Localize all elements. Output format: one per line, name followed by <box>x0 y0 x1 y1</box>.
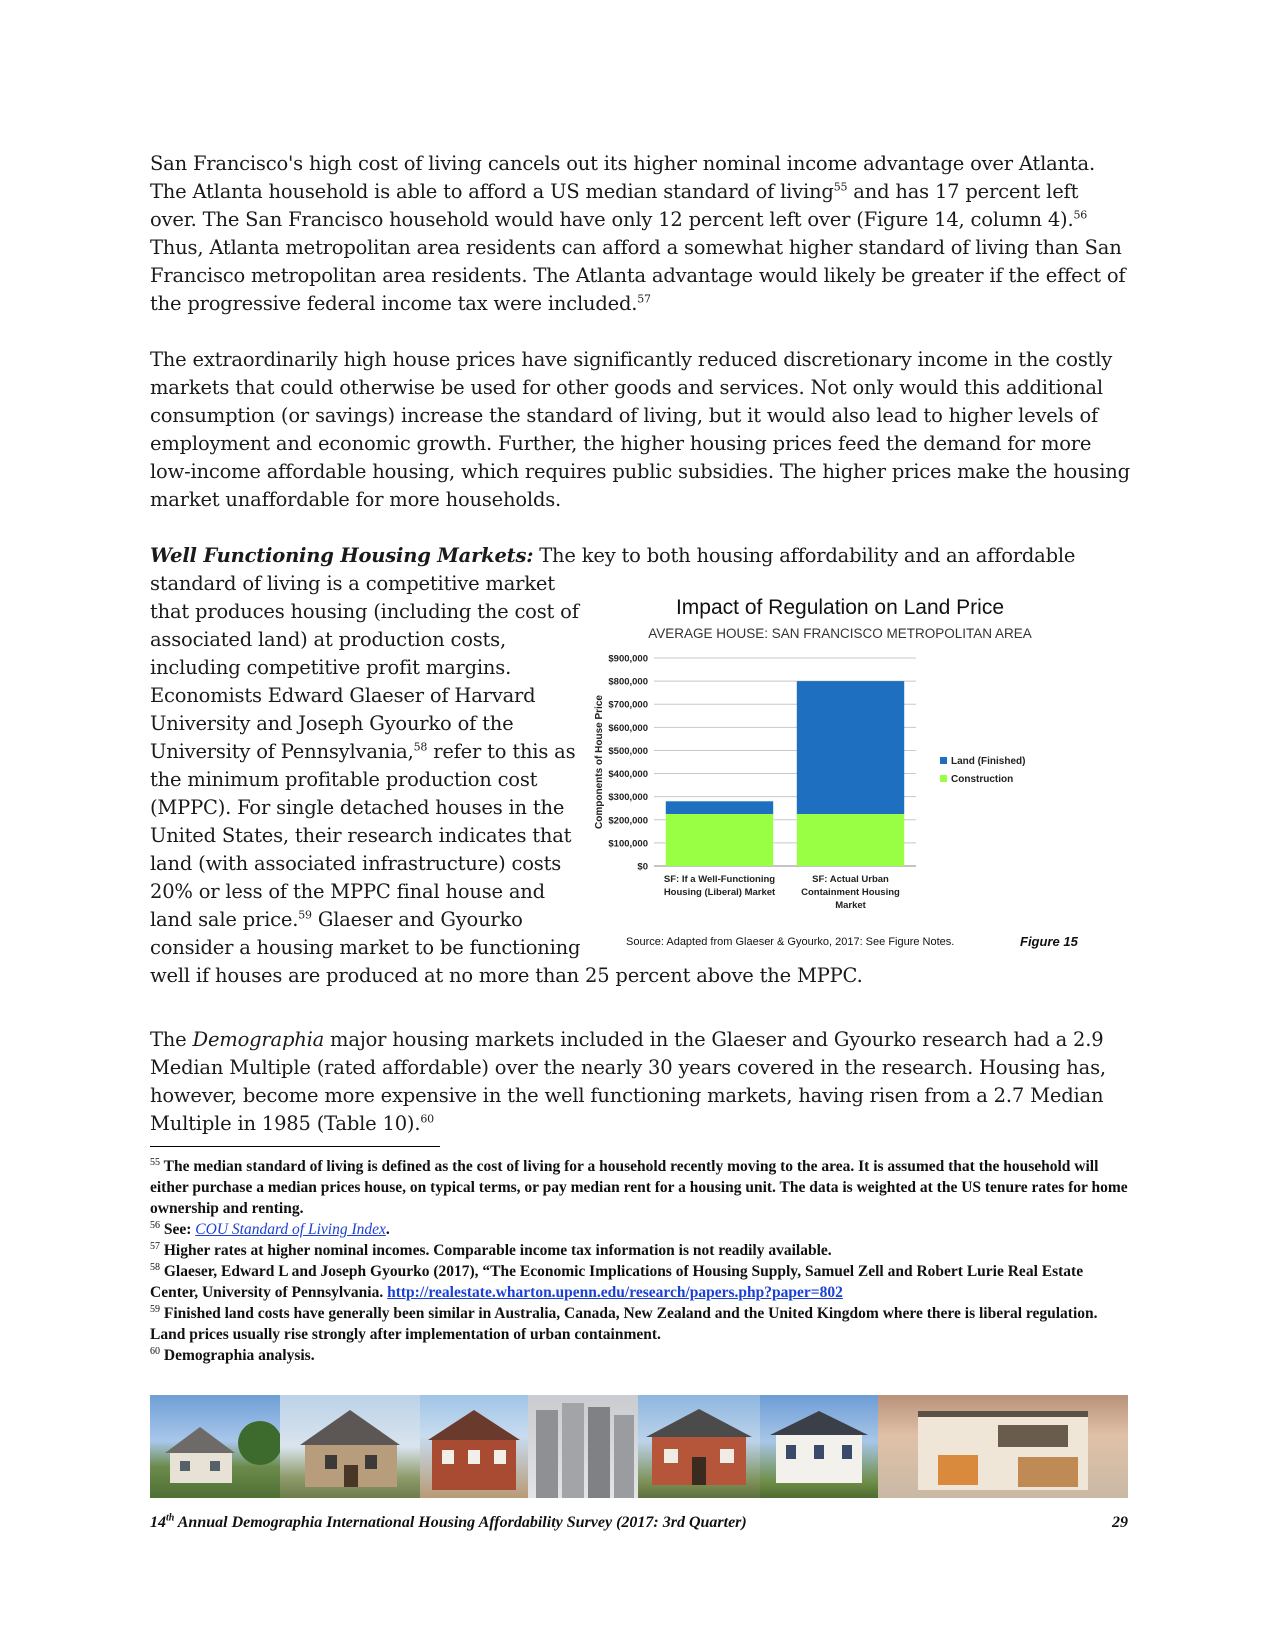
footnote-text: Glaeser, Edward L and Joseph Gyourko (2017), “The Economic Implications of Housing Supply, Samuel Zell and Robert Lurie Real Estate Center, University of Pennsylvania. <box>150 1263 1084 1301</box>
y-axis-label: Components of House Price <box>594 695 605 829</box>
y-tick-label: $200,000 <box>608 815 648 827</box>
footnote-text: Finished land costs have generally been similar in Australia, Canada, New Zealand and the United Kingdom where there is liberal regulation. Land prices usually rise strongly after implementation of urban containment. <box>150 1305 1098 1343</box>
y-tick-label: $700,000 <box>608 699 648 711</box>
footnote-58 <box>150 1261 1130 1303</box>
p3-text: refer to this as the minimum profitable production cost (MPPC). For single detached houses in the United States, their research indicates that land (with associated infrastructure) costs 20% or less of the MPPC final house and land sale price. <box>150 740 576 931</box>
footnotes <box>150 1156 1130 1366</box>
footnote-ref-58[interactable]: 58 <box>413 740 428 754</box>
page-footer <box>150 1514 1128 1532</box>
paragraph-2 <box>150 346 1130 514</box>
house-illustration <box>150 1395 280 1498</box>
p4-text: The <box>150 1028 193 1051</box>
footnote-ref-60[interactable]: 60 <box>420 1112 434 1126</box>
bar-land-finished- <box>797 681 904 814</box>
x-tick-label: SF: If a Well-Functioning <box>663 874 776 885</box>
chart-title: Impact of Regulation on Land Price <box>675 596 1005 619</box>
bar-construction <box>666 814 773 866</box>
paragraph-1 <box>150 150 1130 318</box>
legend-swatch <box>940 775 947 782</box>
y-tick-label: $600,000 <box>608 722 648 734</box>
x-tick-label: Containment Housing <box>801 887 900 898</box>
footnote-59 <box>150 1303 1130 1345</box>
house-illustration <box>638 1395 760 1498</box>
footer-title: Annual Demographia International Housing Affordability Survey (2017: 3rd Quarter) <box>174 1514 747 1531</box>
house-illustration <box>878 1395 1128 1498</box>
footnote-text: . <box>385 1221 390 1238</box>
footnote-57 <box>150 1240 1130 1261</box>
cou-index-link[interactable]: COU Standard of Living Index <box>195 1221 386 1238</box>
house-photo-7 <box>878 1395 1128 1498</box>
y-tick-label: $100,000 <box>608 838 648 850</box>
legend-swatch <box>940 757 947 764</box>
p3-tail: well if houses are produced at no more than 25 percent above the MPPC. <box>150 964 863 987</box>
house-photo-5 <box>638 1395 760 1498</box>
x-tick-label: SF: Actual Urban <box>812 874 889 885</box>
section-heading: Well Functioning Housing Markets: <box>150 544 534 567</box>
footnote-number: 59 <box>150 1303 160 1315</box>
y-tick-label: $0 <box>637 861 648 873</box>
footnote-separator <box>150 1146 440 1147</box>
house-illustration <box>760 1395 878 1498</box>
footnote-number: 58 <box>150 1261 160 1273</box>
house-photo-4 <box>528 1395 638 1498</box>
footnote-text: See: <box>163 1221 196 1238</box>
p2-text: The extraordinarily high house prices have significantly reduced discretionary income in the costly markets that could otherwise be used for other goods and services. Not only would this additional consumption (or savings) increase the standard of living, but it would also lead to higher levels of employment and economic growth. Further, the higher housing prices feed the demand for more low-income affordable housing, which requires public subsidies. The higher prices make the housing market unaffordable for more households. <box>150 348 1130 511</box>
footnote-number: 60 <box>150 1345 160 1357</box>
footnote-ref-57[interactable]: 57 <box>637 292 651 306</box>
chart-subtitle: AVERAGE HOUSE: SAN FRANCISCO METROPOLITAN AREA <box>648 626 1032 641</box>
y-tick-label: $800,000 <box>608 676 648 688</box>
paragraph-4 <box>150 1026 1130 1138</box>
legend-label: Land (Finished) <box>951 756 1026 767</box>
wharton-paper-link[interactable]: http://realestate.wharton.upenn.edu/research/papers.php?paper=802 <box>387 1284 843 1301</box>
p4-text: major housing markets included in the Glaeser and Gyourko research had a 2.9 Median Multiple (rated affordable) over the nearly 30 years covered in the research. Housing has, however, become more expensive in the well functioning markets, having risen from a 2.7 Median Multiple in 1985 (Table 10). <box>150 1028 1106 1135</box>
y-tick-label: $500,000 <box>608 745 648 757</box>
figure-label: Figure 15 <box>1020 934 1078 949</box>
legend-label: Construction <box>951 774 1014 785</box>
figure-15 <box>590 596 1110 964</box>
tower-illustration <box>528 1395 638 1498</box>
footnote-56 <box>150 1219 1130 1240</box>
footnote-text: The median standard of living is defined as the cost of living for a household recently moving to the area. It is assumed that the household will either purchase a median prices house, on typical terms, or pay median rent for a housing unit. The data is weighted at the US tenure rates for home ownership and renting. <box>150 1158 1128 1217</box>
bar-land-finished- <box>666 801 773 814</box>
house-photo-1 <box>150 1395 280 1498</box>
footnote-60 <box>150 1345 1130 1366</box>
house-illustration <box>280 1395 420 1498</box>
footnote-ref-55[interactable]: 55 <box>833 180 848 194</box>
x-tick-label: Market <box>835 900 866 911</box>
house-photo-2 <box>280 1395 420 1498</box>
footnote-number: 56 <box>150 1219 160 1231</box>
bar-construction <box>797 814 904 866</box>
p4-emphasis: Demographia <box>192 1028 325 1051</box>
footnote-ref-56[interactable]: 56 <box>1073 208 1088 222</box>
p3-text: standard of living is a competitive market that produces housing (including the cost of associated land) at production costs, including competitive profit margins. Economists Edward Glaeser of Harvard University and Joseph Gyourko of the University of Pennsylvania, <box>150 572 579 763</box>
x-tick-label: Housing (Liberal) Market <box>663 887 776 898</box>
page-number: 29 <box>1112 1514 1128 1531</box>
house-photo-6 <box>760 1395 878 1498</box>
house-photo-3 <box>420 1395 528 1498</box>
footnote-ref-59[interactable]: 59 <box>298 908 312 922</box>
y-tick-label: $900,000 <box>608 653 648 665</box>
p1-text: and has 17 percent left over. The San Francisco household would have only 12 percent left over (Figure 14, column 4). <box>150 180 1079 231</box>
p1-text: Thus, Atlanta metropolitan area residents can afford a somewhat higher standard of living than San Francisco metropolitan area residents. The Atlanta advantage would likely be greater if the effect of the progressive federal income tax were included. <box>150 236 1126 315</box>
footer-ordinal: th <box>166 1512 175 1524</box>
p3-text: Glaeser and Gyourko consider a housing market to be functioning <box>150 908 581 959</box>
footnote-number: 55 <box>150 1156 160 1168</box>
chart-svg <box>590 626 1110 926</box>
p3-lead: The key to both housing affordability and an affordable <box>533 544 1076 567</box>
figure-source: Source: Adapted from Glaeser & Gyourko, 2017: See Figure Notes. <box>626 936 955 948</box>
footnote-text: Higher rates at higher nominal incomes. Comparable income tax information is not readily available. <box>163 1242 832 1259</box>
p1-text: San Francisco's high cost of living cancels out its higher nominal income advantage over Atlanta. The Atlanta household is able to afford a US median standard of living <box>150 152 1095 203</box>
y-tick-label: $300,000 <box>608 792 648 804</box>
y-tick-label: $400,000 <box>608 769 648 781</box>
house-illustration <box>420 1395 528 1498</box>
footnote-number: 57 <box>150 1240 160 1252</box>
house-photo-strip <box>150 1395 1128 1498</box>
footnote-55 <box>150 1156 1130 1219</box>
footer-edition-number: 14 <box>150 1514 166 1531</box>
footnote-text: Demographia analysis. <box>163 1347 315 1364</box>
